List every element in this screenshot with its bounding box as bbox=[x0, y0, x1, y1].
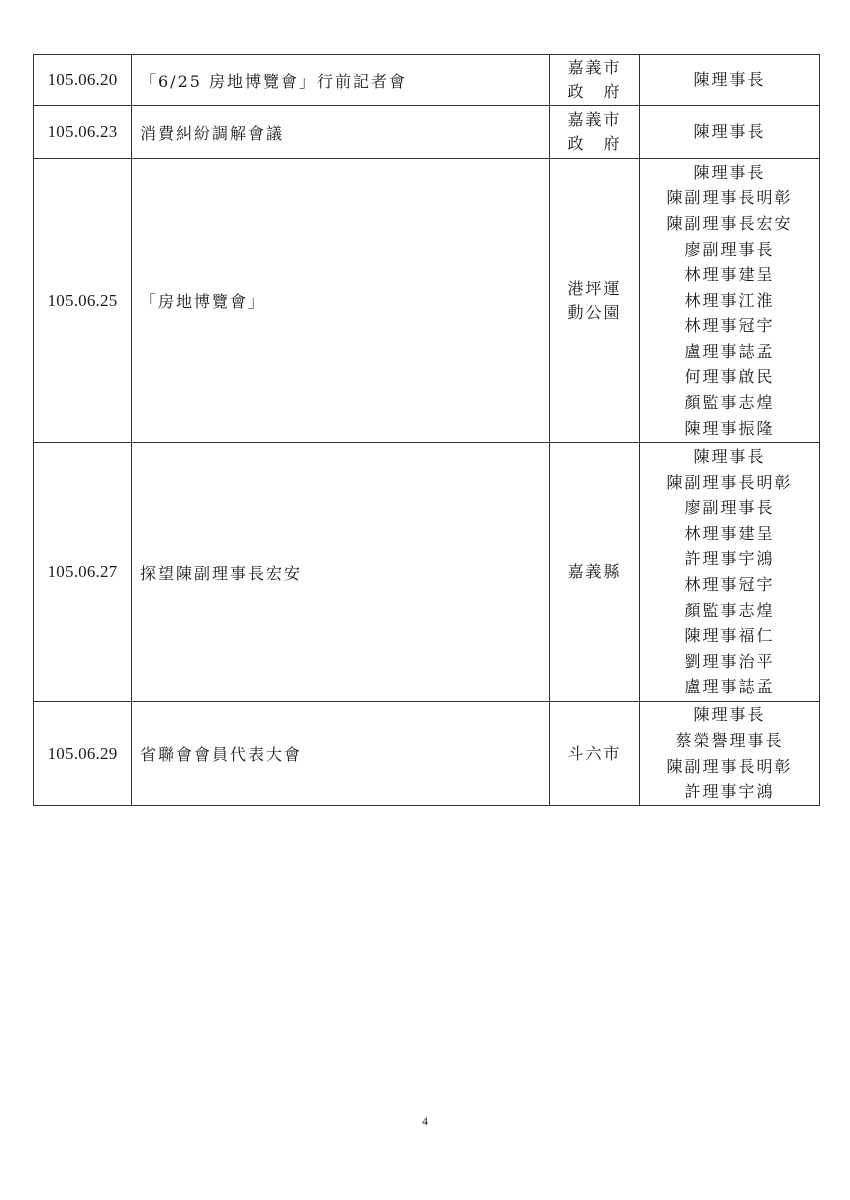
attendee-name: 林理事建呈 bbox=[684, 523, 775, 543]
date-cell: 105.06.20 bbox=[34, 55, 132, 106]
attendee-name: 劉理事治平 bbox=[684, 651, 775, 671]
attendee-name: 林理事冠宇 bbox=[684, 575, 775, 594]
attendee-name: 陳副理事長明彰 bbox=[666, 756, 793, 776]
attendee-name: 林理事建呈 bbox=[684, 265, 775, 285]
table-row bbox=[34, 159, 820, 443]
table-row bbox=[34, 443, 820, 702]
attendee-name: 許理事宇鴻 bbox=[684, 782, 775, 802]
attendee-name: 陳副理事長明彰 bbox=[666, 188, 793, 208]
attendees-cell bbox=[640, 702, 820, 806]
location-line: 斗六市 bbox=[567, 743, 622, 763]
attendee-name: 廖副理事長 bbox=[684, 239, 775, 259]
attendee-name: 盧理事誌孟 bbox=[684, 341, 775, 361]
table-row bbox=[34, 702, 820, 806]
attendees-cell bbox=[640, 159, 820, 443]
location-line: 嘉義縣 bbox=[567, 562, 622, 581]
attendee-name: 陳副理事長明彰 bbox=[666, 472, 793, 492]
attendee-name: 陳副理事長宏安 bbox=[666, 213, 793, 233]
attendee-name: 陳理事長 bbox=[693, 705, 766, 725]
attendee-name: 陳理事長 bbox=[693, 447, 766, 467]
attendee-name: 陳理事長 bbox=[693, 122, 766, 142]
table-row bbox=[34, 106, 820, 159]
date-cell: 105.06.25 bbox=[34, 159, 132, 443]
location-cell bbox=[550, 159, 640, 443]
location-line: 政 府 bbox=[567, 134, 622, 153]
location-cell bbox=[550, 55, 640, 106]
date-cell: 105.06.29 bbox=[34, 702, 132, 806]
location-cell bbox=[550, 702, 640, 806]
attendee-name: 顏監事志煌 bbox=[684, 393, 775, 413]
attendee-name: 林理事冠宇 bbox=[684, 316, 775, 336]
attendee-name: 陳理事振隆 bbox=[684, 418, 775, 438]
attendee-name: 陳理事長 bbox=[693, 162, 766, 182]
attendees-cell bbox=[640, 443, 820, 702]
attendees-cell bbox=[640, 55, 820, 106]
attendee-name: 許理事宇鴻 bbox=[684, 549, 775, 569]
attendee-name: 蔡榮譽理事長 bbox=[675, 730, 784, 750]
location-line: 動公園 bbox=[567, 302, 622, 322]
location-cell bbox=[550, 443, 640, 702]
attendee-name: 廖副理事長 bbox=[684, 498, 775, 518]
location-line: 港坪運 bbox=[567, 278, 622, 298]
attendee-name: 陳理事福仁 bbox=[684, 626, 775, 646]
event-cell: 「房地博覽會」 bbox=[132, 159, 550, 443]
location-line: 嘉義市 bbox=[567, 110, 622, 129]
attendees-cell bbox=[640, 106, 820, 159]
location-cell bbox=[550, 106, 640, 159]
attendee-name: 顏監事志煌 bbox=[684, 600, 775, 620]
activity-schedule-table bbox=[33, 54, 820, 806]
location-line: 政 府 bbox=[567, 82, 622, 101]
attendee-name: 盧理事誌孟 bbox=[684, 677, 775, 697]
event-cell: 探望陳副理事長宏安 bbox=[132, 443, 550, 702]
attendee-name: 林理事江淮 bbox=[684, 290, 775, 310]
table-row bbox=[34, 55, 820, 106]
attendee-name: 陳理事長 bbox=[693, 70, 766, 90]
location-line: 嘉義市 bbox=[567, 58, 622, 77]
date-cell: 105.06.23 bbox=[34, 106, 132, 159]
event-cell: 消費糾紛調解會議 bbox=[132, 106, 550, 159]
event-cell: 「6/25 房地博覽會」行前記者會 bbox=[132, 55, 550, 106]
page-number: 4 bbox=[422, 1114, 428, 1128]
event-cell: 省聯會會員代表大會 bbox=[132, 702, 550, 806]
date-cell: 105.06.27 bbox=[34, 443, 132, 702]
attendee-name: 何理事啟民 bbox=[684, 367, 775, 387]
